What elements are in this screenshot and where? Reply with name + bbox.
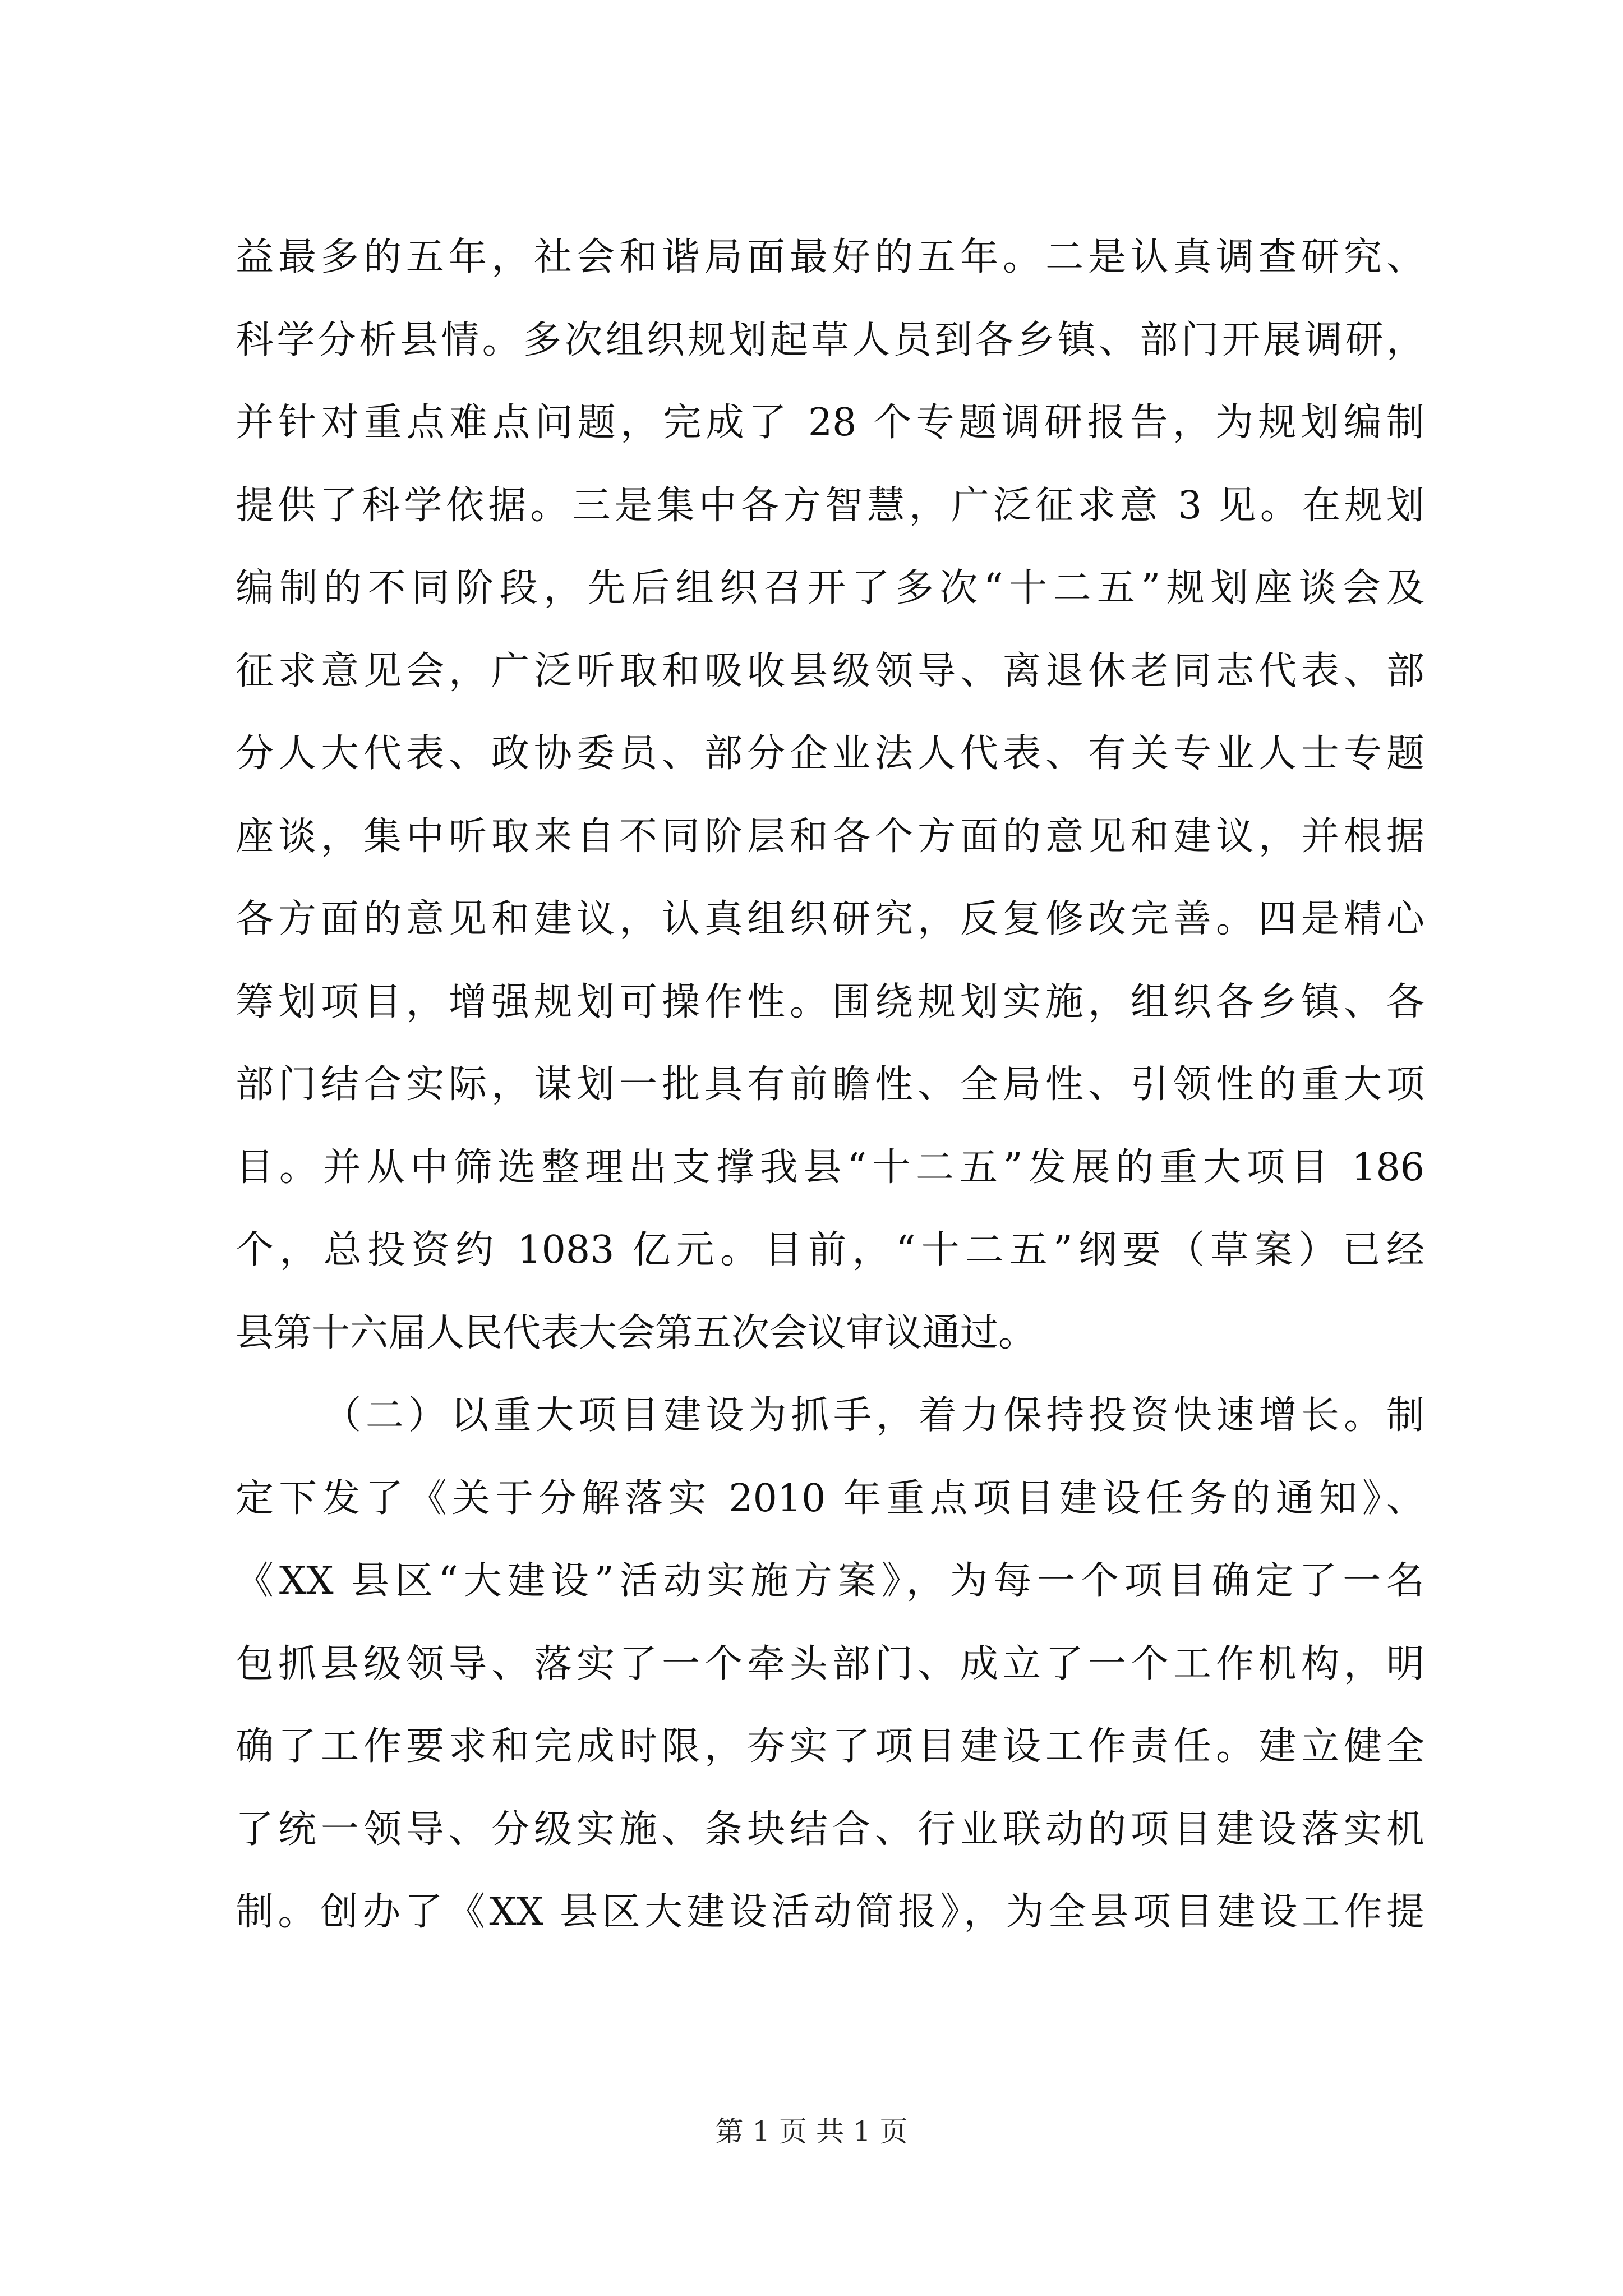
text-line: 编制的不同阶段，先后组织召开了多次“十二五”规划座谈会及 bbox=[236, 566, 1424, 610]
text-line: 科学分析县情。多次组织规划起草人员到各乡镇、部门开展调研， bbox=[236, 318, 1424, 362]
document-body bbox=[236, 216, 1424, 1954]
text-line: 了统一领导、分级实施、条块结合、行业联动的项目建设落实机 bbox=[236, 1807, 1424, 1852]
text-line: 分人大代表、政协委员、部分企业法人代表、有关专业人士专题 bbox=[236, 731, 1424, 776]
text-line: 提供了科学依据。三是集中各方智慧，广泛征求意 3 见。在规划 bbox=[236, 483, 1424, 528]
text-line: 目。并从中筛选整理出支撑我县“十二五”发展的重大项目 186 bbox=[236, 1145, 1424, 1190]
text-line: 《XX 县区“大建设”活动实施方案》，为每一个项目确定了一名 bbox=[236, 1559, 1424, 1603]
text-line: 各方面的意见和建议，认真组织研究，反复修改完善。四是精心 bbox=[236, 897, 1424, 941]
text-line: 部门结合实际，谋划一批具有前瞻性、全局性、引领性的重大项 bbox=[236, 1062, 1424, 1107]
text-line: 筹划项目，增强规划可操作性。围绕规划实施，组织各乡镇、各 bbox=[236, 979, 1424, 1024]
text-line: 并针对重点难点问题，完成了 28 个专题调研报告，为规划编制 bbox=[236, 401, 1424, 445]
section-heading-line: （二）以重大项目建设为抓手，着力保持投资快速增长。制 bbox=[323, 1393, 1424, 1438]
paragraph-end-line: 县第十六届人民代表大会第五次会议审议通过。 bbox=[236, 1310, 1037, 1355]
text-line: 确了工作要求和完成时限，夯实了项目建设工作责任。建立健全 bbox=[236, 1724, 1424, 1769]
text-line: 定下发了《关于分解落实 2010 年重点项目建设任务的通知》、 bbox=[236, 1476, 1424, 1521]
text-line: 征求意见会，广泛听取和吸收县级领导、离退休老同志代表、部 bbox=[236, 648, 1424, 693]
text-line: 个，总投资约 1083 亿元。目前，“十二五”纲要（草案）已经 bbox=[236, 1228, 1424, 1272]
text-line: 益最多的五年，社会和谐局面最好的五年。二是认真调查研究、 bbox=[236, 235, 1424, 279]
text-line: 制。创办了《XX 县区大建设活动简报》，为全县项目建设工作提 bbox=[236, 1890, 1424, 1934]
text-line: 座谈，集中听取来自不同阶层和各个方面的意见和建议，并根据 bbox=[236, 814, 1424, 859]
page-number-footer: 第 1 页 共 1 页 bbox=[715, 2115, 908, 2148]
text-line: 包抓县级领导、落实了一个牵头部门、成立了一个工作机构，明 bbox=[236, 1641, 1424, 1686]
